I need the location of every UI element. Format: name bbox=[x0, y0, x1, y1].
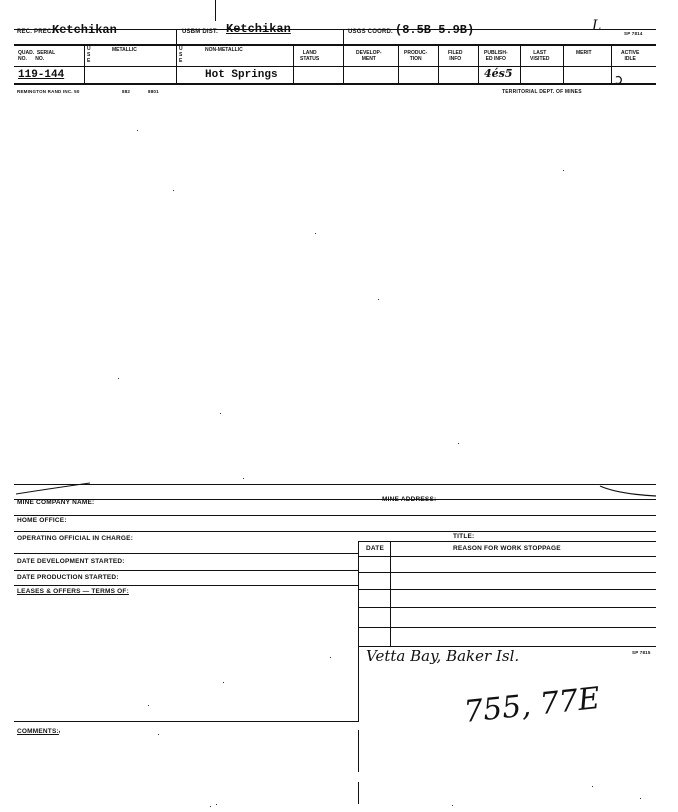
active-mark: ↄ bbox=[615, 72, 623, 88]
col-production: PRODUC- TION bbox=[404, 50, 428, 62]
reason-column-label: REASON FOR WORK STOPPAGE bbox=[453, 545, 561, 552]
date-development-label: DATE DEVELOPMENT STARTED: bbox=[17, 558, 125, 565]
rec-prec-value: Ketchikan bbox=[52, 23, 117, 37]
mine-company-name-label: MINE COMPANY NAME: bbox=[17, 499, 95, 506]
pen-stroke-left bbox=[14, 480, 94, 496]
date-column-label: DATE bbox=[366, 545, 385, 552]
usgs-coord-value: (8.5B 5.9B) bbox=[395, 23, 475, 37]
rec-prec-label: REC. PREC. bbox=[17, 29, 54, 35]
serial-value: 119-144 bbox=[18, 69, 65, 81]
comments-label: COMMENTS: bbox=[17, 728, 59, 735]
col-non-metallic: NON-METALLIC bbox=[205, 47, 243, 53]
non-metallic-value: Hot Springs bbox=[205, 69, 278, 81]
date-production-label: DATE PRODUCTION STARTED: bbox=[17, 574, 119, 581]
col-use-metallic: U S E bbox=[87, 46, 91, 64]
mine-address-label: MINE ADDRESS: bbox=[382, 496, 437, 503]
corner-mark: L bbox=[592, 18, 602, 34]
leases-label: LEASES & OFFERS — TERMS OF: bbox=[17, 588, 129, 595]
title-label: TITLE: bbox=[453, 533, 475, 540]
header-bottom-rule bbox=[14, 44, 656, 46]
footer-code-2: 8801 bbox=[148, 89, 159, 94]
usgs-coord-label: USGS COORD. bbox=[348, 29, 393, 35]
col-development: DEVELOP- MENT bbox=[356, 50, 382, 62]
comments-mark: , bbox=[58, 724, 61, 735]
usbm-dist-value: Ketchikan bbox=[226, 22, 291, 36]
col-last-visited: LAST VISITED bbox=[530, 50, 550, 62]
form-number-bottom: SP 7815 bbox=[632, 650, 651, 655]
col-merit: MERIT bbox=[576, 50, 592, 56]
code-handwriting: 755, 77E bbox=[462, 680, 602, 730]
home-office-label: HOME OFFICE: bbox=[17, 517, 67, 524]
footer-department: TERRITORIAL DEPT. OF MINES bbox=[502, 89, 582, 95]
col-metallic: METALLIC bbox=[112, 47, 137, 53]
col-use-non-metallic: U S E bbox=[179, 46, 183, 64]
col-active-idle: ACTIVE IDLE bbox=[621, 50, 640, 62]
col-filed-info: FILED INFO bbox=[448, 50, 463, 62]
form-number-top: SP 7814 bbox=[624, 31, 643, 36]
footer-printer: REMINGTON RAND INC. 50 bbox=[17, 89, 80, 94]
col-land-status: LAND STATUS bbox=[300, 50, 320, 62]
pen-stroke-right bbox=[598, 482, 658, 500]
published-value: 4és5 bbox=[484, 67, 513, 80]
col-quad-serial: QUAD. SERIAL NO. NO. bbox=[18, 50, 56, 62]
location-handwriting: Vetta Bay, Baker Isl. bbox=[366, 647, 520, 665]
footer-code-1: 882 bbox=[122, 89, 131, 94]
usbm-dist-label: USBM DIST. bbox=[182, 29, 219, 35]
col-published-info: PUBLISH- ED INFO bbox=[484, 50, 508, 62]
operating-official-label: OPERATING OFFICIAL IN CHARGE: bbox=[17, 535, 134, 542]
